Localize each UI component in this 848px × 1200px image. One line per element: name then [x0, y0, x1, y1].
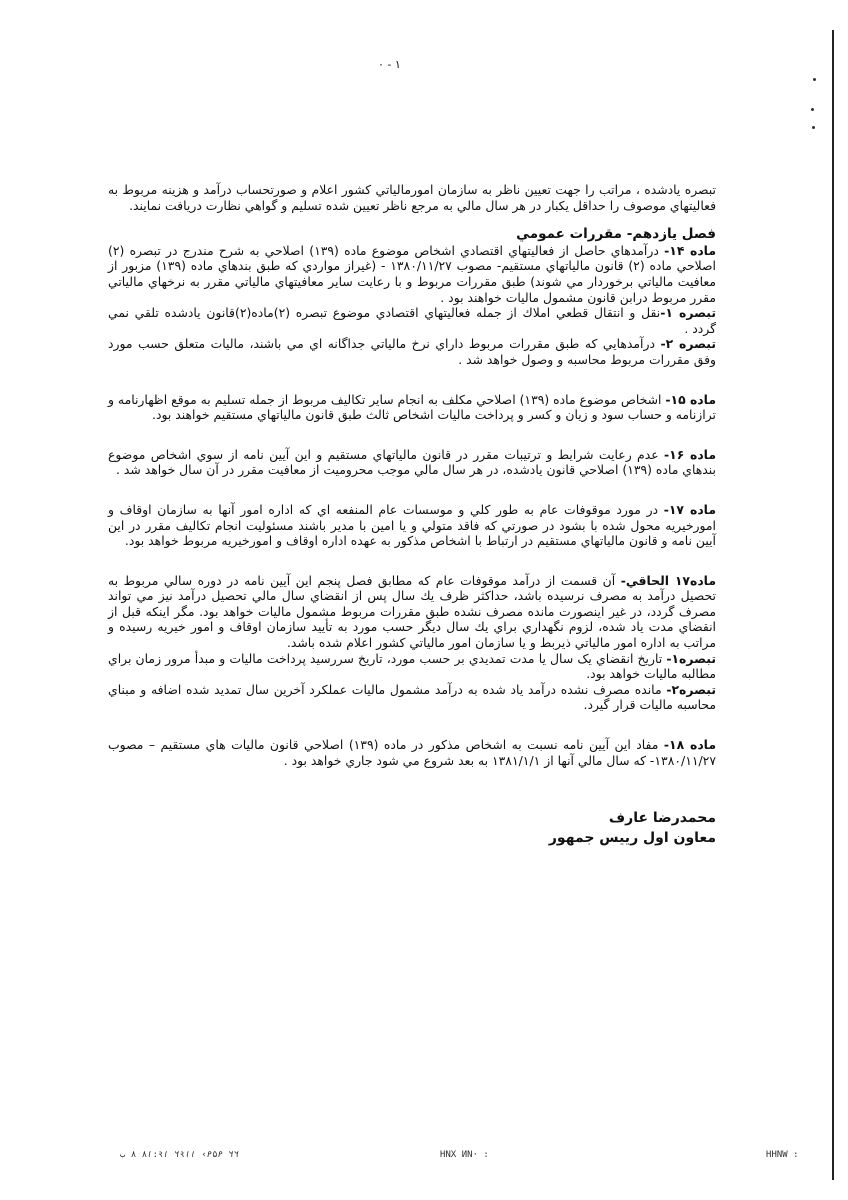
page-edge-line	[832, 30, 834, 1180]
fax-footer-left: ب ۸ ۱۶:۱۸ ۱۱۶۲ ‹۹۵۹ ۲۲	[120, 1150, 240, 1160]
edge-mark	[813, 78, 816, 81]
article-16-label: ماده ۱۶-	[663, 446, 717, 462]
fax-footer	[0, 1150, 848, 1164]
article-17-label: ماده ۱۷-	[663, 501, 717, 517]
article-17a-note-1	[108, 651, 716, 682]
note-text: درآمدهايي كه طبق مقررات مربوط داراي نرخ مالياتي جداگانه اي مي باشند، ماليات متعلق حسب مورد وفق مقررات مربوط محاسبه و وصول خواهد شد .	[108, 336, 716, 367]
note-label: تبصره ۱-	[660, 305, 716, 321]
edge-mark	[811, 108, 814, 111]
article-17-appended	[108, 573, 716, 651]
edge-mark	[812, 126, 815, 129]
article-18	[108, 737, 716, 768]
article-14-note-2	[108, 336, 716, 367]
note-text: تاريخ انقضاي يک سال يا مدت تمديدي بر حسب مورد، تاريخ سررسيد پرداخت ماليات و مبدأ مرور زمان براي مطالبه ماليات خواهد بود.	[108, 650, 716, 682]
note-text: مانده مصرف نشده درآمد ياد شده به درآمد مشمول ماليات عملكرد آخرين سال تمديد شده اضافه و مبناي محاسبه ماليات قرار گيرد.	[108, 681, 716, 713]
article-14-note-1	[108, 305, 716, 336]
note-text: نقل و انتقال قطعي املاك از جمله فعاليتهاي اقتصادي موضوع تبصره (۲)ماده(۲)قانون يادشده تلقي نمي گردد .	[108, 305, 716, 336]
document-body	[108, 182, 716, 848]
article-15-text: اشخاص موضوع ماده (۱۳۹) اصلاحي مكلف به انجام ساير تكاليف مربوط از جمله تسليم به موقع اظهارنامه و ترازنامه و حساب سود و زيان و كسر و پرداخت ماليات اشخاص ثالث طبق قانون مالياتهاي مستقيم خواهند بود.	[108, 391, 716, 423]
note-label: تبصره۱-	[666, 650, 716, 666]
article-15-label: ماده ۱۵-	[665, 391, 716, 407]
article-15	[108, 392, 716, 423]
section-heading: فصل يازدهم- مقررات عمومي	[516, 226, 716, 243]
signatory-name: محمدرضا عارف	[608, 810, 716, 827]
article-17a-text: آن قسمت از درآمد موقوفات عام كه مطابق فصل پنجم اين آيين نامه در دوره سالي مربوط به تحصيل درآمد به مصرف نرسيده باشد، حداكثر ظرف يك سال پس از انقضاي سال مالي تحصيل درآمد نيز مي تواند مصرف گردد، در غير اينصورت مانده مصرف نشده طبق مقررات مربوط مشمول ماليات خواهد بود. مگر اينكه قبل از انقضاي مدت ياد شده، لزوم نگهداري براي يك سال ديگر حسب مورد به تأييد سازمان اوقاف و امور خيريه رسيده و مراتب به اداره امور مالياتي ذيربط و يا سازمان امور مالياتي كشور اعلام شده باشد.	[108, 572, 716, 651]
intro-paragraph: تبصره يادشده ، مراتب را جهت تعيين ناظر به سازمان امورمالياتي كشور اعلام و صورتحساب درآمد و هزينه مربوط به فعاليتهاي موصوف را حداقل يكبار در هر سال مالي به مرجع ناظر تعيين شده تسليم و گواهي نظارت دريافت نمايند.	[108, 182, 716, 213]
article-17a-label: ماده۱۷ الحاقي-	[620, 572, 716, 588]
article-17	[108, 502, 716, 549]
article-14-text: درآمدهاي حاصل از فعاليتهاي اقتصادي اشخاص موضوع ماده (۱۳۹) اصلاحي به شرح مندرج در تبصره (۲) اصلاحي ماده (۲) قانون مالياتهاي مستقيم- مصوب ۱۳۸۰/۱۱/۲۷ - (غيراز مواردي كه طبق بندهاي ماده (۱۳۹) مزبور از معافيت مالياتي برخوردار مي شوند) طبق مقررات مربوط و با رعايت ساير معافيتهاي مالياتي مقرر به نرخهاي مالياتي مقرر مربوط درابن قانون مشمول ماليات خواهند بود .	[108, 242, 716, 305]
signatory-title: معاون اول رييس جمهور	[548, 830, 716, 847]
fax-footer-right: : WИНН	[766, 1150, 799, 1160]
note-label: تبصره۲-	[666, 681, 716, 697]
page-number-mark: ۰ - ۱	[378, 58, 401, 71]
article-14-label: ماده ۱۴-	[664, 242, 717, 258]
article-17-text: در مورد موقوفات عام به طور كلي و موسسات عام المنفعه اي كه اداره امور آنها به سازمان اوقاف و امورخيريه محول شده با بشود در صورتي كه فاقد متولي و يا امين با مدير باشند مسئوليت انجام تكاليف مقرر در اين آيين نامه و قانون مالياتهاي مستقيم در ارتباط با اشخاص مذكور به عهده اداره اوقاف و امورخيريه مربوط خواهد بود.	[108, 501, 716, 549]
article-14	[108, 243, 716, 305]
article-18-label: ماده ۱۸-	[663, 737, 717, 753]
article-16-text: عدم رعايت شرايط و ترتيبات مقرر در قانون مالياتهاي مستقيم و اين آيين نامه از سوي اشخاص موضوع بندهاي ماده (۱۳۹) اصلاحي قانون يادشده، در هر سال مالي موجب محروميت از معافيت مقرر در آن سال خواهد شد .	[108, 446, 716, 478]
signature-block	[108, 808, 716, 848]
article-17a-note-2	[108, 682, 716, 713]
fax-footer-center: : ·ИN ХИН	[440, 1150, 489, 1160]
article-16	[108, 447, 716, 478]
article-18-text: مفاد اين آيين نامه نسبت به اشخاص مذكور در ماده (۱۳۹) اصلاحي قانون ماليات هاي مستقيم – مصوب ۱۳۸۰/۱۱/۲۷- كه سال مالي آنها از ۱۳۸۱/۱/۱ به بعد شروع مي شود جاري خواهد بود .	[108, 737, 716, 768]
note-label: تبصره ۲-	[660, 336, 716, 352]
